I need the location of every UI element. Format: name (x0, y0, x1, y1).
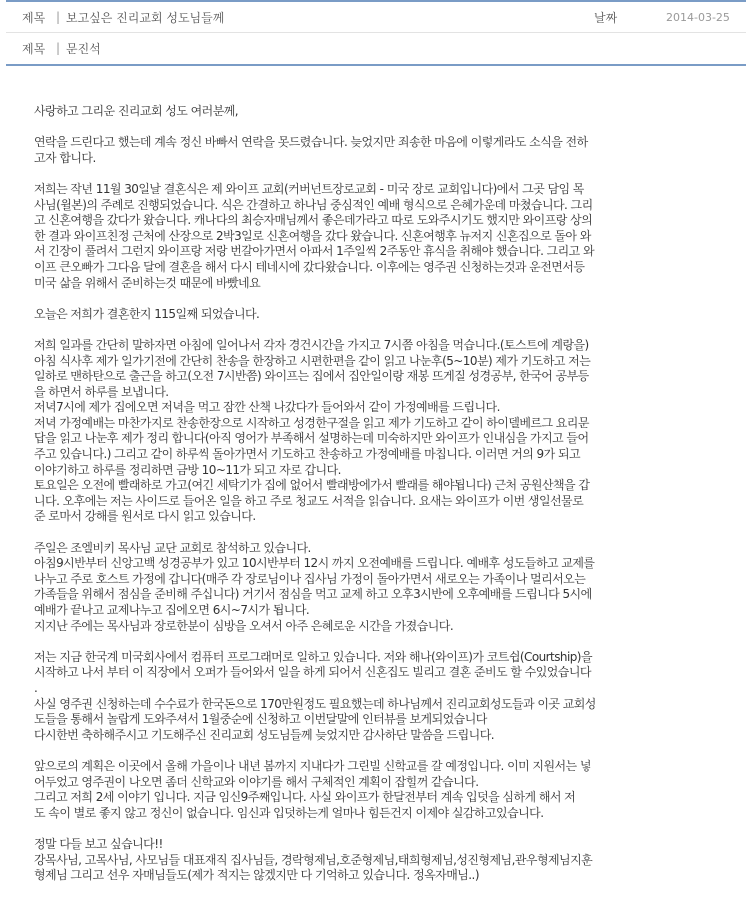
paragraph-greeting: 사랑하고 그리운 진리교회 성도 여러분께, (34, 104, 239, 118)
paragraph-days-married: 오늘은 저희가 결혼한지 115일째 되었습니다. (34, 306, 260, 321)
post-title: 보고싶은 진리교회 성도님들께 (66, 10, 225, 25)
paragraph-daily-routine: 저희 일과를 간단히 말하자면 아침에 일어나서 각자 경건시간을 가지고 7시쯤 아침을 먹습니다.(토스트에 계랑을) 아침 식사후 제가 일가기전에 간단히 찬송을 한장하고 시편한편을 같이 읽고 나눈후(5~10분) 제가 기도하고 저는 일하로 맨하탄으로 출근을 하고(오전 7시반쯤) 와이프는 집에서 집안일이랑 재봉 뜨게질 성경공부, 한국어 공부등 을 하면서 하루를 보냅니다. 저녁7시에 제가 집에오면 저녁을 먹고 잠깐 산책 나갔다가 들어와서 같이 가정예배를 드립니다. 저녁 가정예배는 마찬가지로 찬송한장으로 시작하고 성경한구절을 읽고 제가 기도하고 같이 하이델베르그 요리문 답을 읽고 나눈후 제가 정리 합니다(아직 영어가 부족해서 설명하는데 미숙하지만 와이프가 인내심을 가지고 들어 주고 있습니다.) 그리고 같이 하루씩 돌아가면서 기도하고 찬송하고 가정예배를 마칩니다. 이러면 거의 9가 되고 이야기하고 하루를 정리하면 금방 10~11가 되고 자로 갑니다. 토요일은 오전에 빨래하로 가고(여긴 세탁기가 집에 없어서 빨래방에가서 빨래를 해야됩니다) 근처 공원산책을 갑 니다. 오후에는 저는 사이드로 들어온 일을 하고 주로 청교도 서적을 읽습니다. 요새는 와이프가 이번 생일선물로 준 로마서 강해를 원서로 다시 읽고 있습니다. (34, 337, 591, 524)
title-separator: | (56, 10, 61, 24)
post-date: 2014-03-25 (666, 10, 730, 24)
post-author: 문진석 (66, 41, 101, 56)
paragraph-plans: 앞으로의 계획은 이곳에서 올해 가을이나 내년 봄까지 지내다가 그린빌 신학교를 갈 예정입니다. 이미 지원서는 넣 어두었고 영주권이 나오면 좀더 신학교와 이야기를 해서 구체적인 계획이 잡힐꺼 같습니다. 그리고 저희 2세 이야기 입니다. 지금 임신9주째입니다. 사실 와이프가 한달전부터 계속 입덧을 심하게 해서 저 도 속이 별로 좋지 않고 정신이 없습니다. 임신과 입덧하는게 얼마나 힘든건지 이제야 실감하고있습니다. (34, 758, 591, 820)
title-row (6, 2, 746, 33)
author-separator: | (56, 41, 61, 55)
paragraph-wedding: 저희는 작년 11월 30일날 결혼식은 제 와이프 교회(커버넌트장로교회 - 미국 장로 교회입니다)에서 그곳 담임 목 사님(윌본)의 주례로 진행되었습니다. 식은 간결하고 하나님 중심적인 예배 형식으로 은혜가운데 마쳤습니다. 그리 고 신혼여행을 갔다가 왔습니다. 캐나다의 최승자매님께서 좋은데가라고 따로 도와주시기도 했지만 와이프랑 상의 한 결과 와이프친정 근처에 산장으로 2박3일로 신혼여행을 갔다 왔습니다. 신혼여행후 뉴저지 신혼집으로 돌아 와 서 긴장이 풀려서 그런지 와이프랑 저랑 번갈아가면서 아파서 1주일씩 2주동안 휴식을 취해야 했습니다. 그리고 와 이프 큰오빠가 그다음 달에 결혼을 해서 다시 테네시에 갔다왔습니다. 이후에는 영주권 신청하는것과 운전면서등 미국 삶을 위해서 준비하는것 때문에 바빴네요 (34, 181, 595, 290)
date-label: 날짜 (594, 10, 618, 25)
author-row (6, 33, 746, 63)
paragraph-sunday: 주일은 조엘비키 목사님 교단 교회로 참석하고 있습니다. 아침9시반부터 신앙고백 성경공부가 있고 10시반부터 12시 까지 오전예배를 드립니다. 예배후 성도들하고 교제를 나누고 주로 호스트 가정에 갑니다(매주 각 장로님이나 집사님 가정이 돌아가면서 새로오는 가족이나 멀리서오는 가족들을 위해서 점심을 준비해 주십니다) 거기서 점심을 먹고 교제 하고 오후3시반에 오후예배를 드립니다 5시에 예배가 끝나고 교제나누고 집에오면 6시~7시가 됩니다. 지지난 주에는 목사님과 장로한분이 심방을 오셔서 아주 은혜로운 시간을 가졌습니다. (34, 540, 595, 633)
author-label: 제목 (22, 41, 46, 56)
title-label: 제목 (22, 10, 46, 25)
paragraph-apology: 연락을 드린다고 했는데 계속 정신 바빠서 연락을 못드렸습니다. 늦었지만 죄송한 마음에 이렇게라도 소식을 전하 고자 합니다. (34, 135, 588, 165)
paragraph-closing: 정말 다들 보고 싶습니다!! 강목사님, 고목사님, 사모님들 대표재직 집사님들, 경락형제님,호준형제님,태희형제님,성진형제님,관우형제님지훈 형제님 그리고 선우 자매님들도(제가 적지는 않겠지만 다 기억하고 있습니다. 정옥자매님..) (34, 836, 593, 883)
header-bottom-border (6, 64, 746, 66)
paragraph-work: 저는 지금 한국계 미국회사에서 컴퓨터 프로그래머로 일하고 있습니다. 저와 해나(와이프)가 코트쉽(Courtship)을 시작하고 나서 부터 이 직장에서 오퍼가 들어와서 일을 하게 되어서 신혼집도 빌리고 결혼 준비도 할 수있었습니다 . 사실 영주권 신청하는데 수수료가 한국돈으로 170만원정도 필요했는데 하나님께서 진리교회성도들과 이곳 교회성 도들을 통해서 놀랍게 도와주셔서 1월중순에 신청하고 이번달말에 인터뷰를 보게되었습니다 다시한번 축하해주시고 기도해주신 진리교회 성도님들께 늦었지만 감사하단 말씀을 드립니다. (34, 649, 596, 742)
post-body (34, 104, 724, 899)
